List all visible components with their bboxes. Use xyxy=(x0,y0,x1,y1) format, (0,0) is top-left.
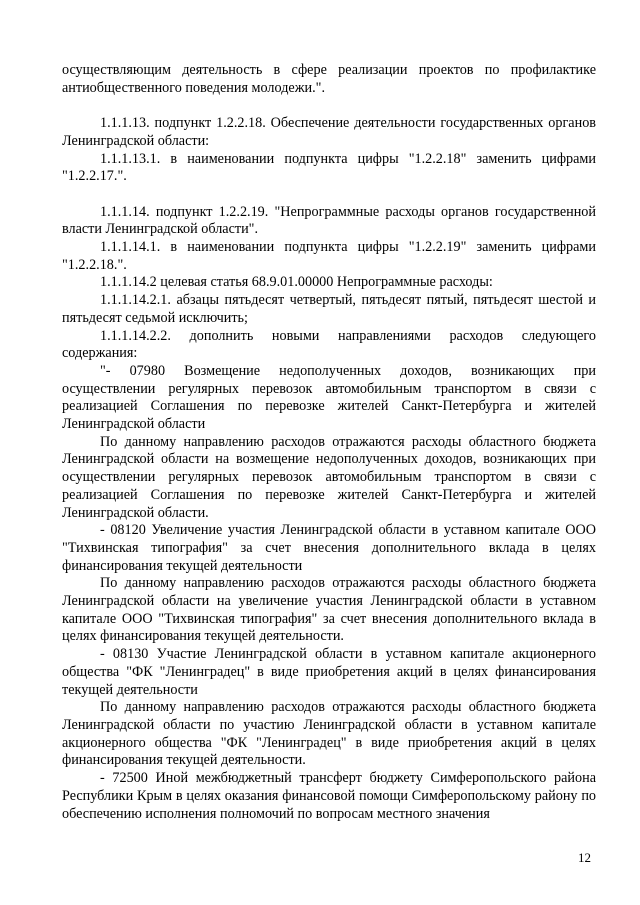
expense-description-07980: По данному направлению расходов отражаются расходы областного бюджета Ленинградской области на возмещение недополученных доходов, возникающих при осуществлении регулярных перевозок автомобильным транспортом в связи с реализацией Соглашения по перевозке жителей Санкт-Петербурга и жителей Ленинградской области. xyxy=(62,433,596,521)
expense-description-08120: По данному направлению расходов отражаются расходы областного бюджета Ленинградской области на увеличение участия Ленинградской области в уставном капитале ООО "Тихвинская типография" за счет внесения дополнительного вклада в целях финансирования текущей деятельности. xyxy=(62,575,596,645)
paragraph-1-1-1-14-2-2: 1.1.1.14.2.2. дополнить новыми направлениями расходов следующего содержания: xyxy=(62,327,596,362)
expense-item-08120: - 08120 Увеличение участия Ленинградской области в уставном капитале ООО "Тихвинская типография" за счет внесения дополнительного вклада в целях финансирования текущей деятельности xyxy=(62,522,596,574)
paragraph-1-1-1-14-2: 1.1.1.14.2 целевая статья 68.9.01.00000 Непрограммные расходы: xyxy=(100,274,493,291)
paragraph-continuation: осуществляющим деятельность в сфере реализации проектов по профилактике антиобщественного поведения молодежи.". xyxy=(62,62,596,96)
paragraph-1-1-1-14: 1.1.1.14. подпункт 1.2.2.19. "Непрограммные расходы органов государственной власти Ленинградской области". xyxy=(62,203,596,238)
paragraph-1-1-1-13-1: 1.1.1.13.1. в наименовании подпункта цифры "1.2.2.18" заменить цифрами "1.2.2.17.". xyxy=(62,150,596,185)
document-body xyxy=(62,62,596,823)
expense-item-08130: - 08130 Участие Ленинградской области в уставном капитале акционерного общества "ФК "Ленинградец" в виде приобретения акций в целях финансирования текущей деятельности xyxy=(62,646,596,698)
expense-item-07980: "- 07980 Возмещение недополученных доходов, возникающих при осуществлении регулярных перевозок автомобильным транспортом в связи с реализацией Соглашения по перевозке жителей Санкт-Петербурга и жителей Ленинградской области xyxy=(62,362,596,433)
paragraph-1-1-1-13: 1.1.1.13. подпункт 1.2.2.18. Обеспечение деятельности государственных органов Ленинградской области: xyxy=(62,115,596,149)
expense-description-08130: По данному направлению расходов отражаются расходы областного бюджета Ленинградской области по участию Ленинградской области в уставном капитале акционерного общества "ФК "Ленинградец" в виде приобретения акций в целях финансирования текущей деятельности. xyxy=(62,699,596,769)
page-number: 12 xyxy=(578,850,591,865)
paragraph-1-1-1-14-1: 1.1.1.14.1. в наименовании подпункта цифры "1.2.2.19" заменить цифрами "1.2.2.18.". xyxy=(62,239,596,273)
expense-item-72500: - 72500 Иной межбюджетный трансферт бюджету Симферопольского района Республики Крым в целях оказания финансовой помощи Симферопольскому району по обеспечению исполнения полномочий по вопросам местного значения xyxy=(62,770,596,822)
paragraph-1-1-1-14-2-1: 1.1.1.14.2.1. абзацы пятьдесят четвертый, пятьдесят пятый, пятьдесят шестой и пятьдесят седьмой исключить; xyxy=(62,292,596,326)
